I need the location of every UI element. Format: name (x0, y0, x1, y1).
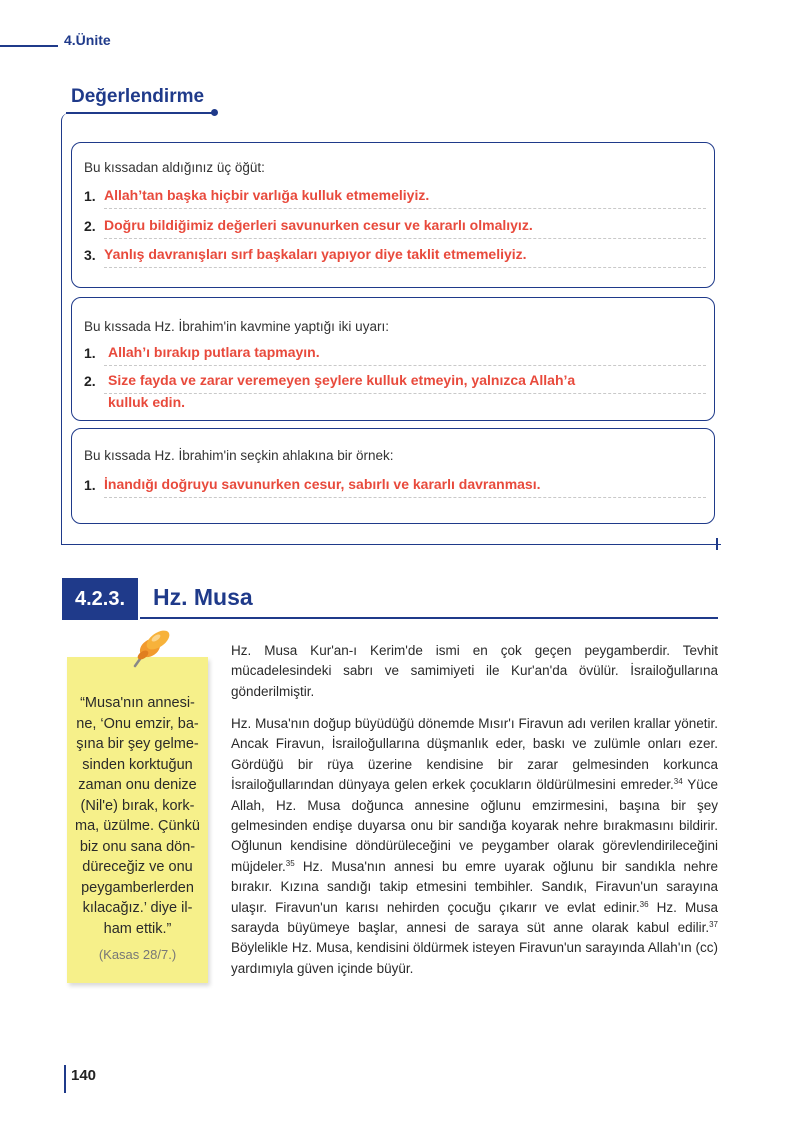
footnote-ref: 36 (639, 899, 649, 909)
evaluation-title: Değerlendirme (71, 86, 205, 107)
answer-line (104, 208, 706, 209)
story-text: Hz. Musa sarayda büyümeye başlar, annesi de saraya süt anne olarak kabul edilir. (231, 899, 719, 936)
lesson-row-3 (84, 246, 706, 268)
section-rule (140, 617, 718, 619)
note-quote: “Musa'nın annesi- ne, ‘Onu emzir, ba- şına bir şey gelme- sinden korktuğun zaman onu denize (Nil'e) bırak, kork- ma, üzülme. Çünkü biz onu sana dön- düreceğiz ve onu peygamberlerden kılacağız.’ diye il- ham ettik.” (75, 695, 200, 937)
warnings-prompt: Bu kıssada Hz. İbrahim'in kavmine yaptığı iki uyarı: (84, 319, 389, 334)
moral-answer: İnandığı doğruyu savunurken cesur, sabırlı ve kararlı davranması. (104, 476, 541, 492)
morals-box (71, 428, 715, 524)
lesson-answer: Doğru bildiğimiz değerleri savunurken cesur ve kararlı olmalıyız. (104, 217, 533, 233)
section-title: Hz. Musa (153, 584, 253, 610)
evaluation-frame-end (716, 538, 718, 550)
section-number: 4.2.3. (62, 578, 138, 620)
answer-line (104, 365, 706, 366)
paragraph-intro: Hz. Musa Kur'an-ı Kerim'de ismi en çok geçen peygamberdir. Tevhit mücadelesindeki sabrı ve samimiyeti ile Kur'an'da övülür. İsrailoğullarına gönderilmiştir. (231, 643, 718, 699)
lesson-number: 3. (84, 247, 96, 263)
warning-answer: Allah’ı bırakıp putlara tapmayın. (108, 344, 320, 360)
paragraph-story (231, 714, 718, 979)
warnings-box (71, 297, 715, 421)
quote-note (67, 657, 208, 983)
answer-line (104, 238, 706, 239)
evaluation-title-dot (211, 109, 218, 116)
lesson-answer: Yanlış davranışları sırf başkaları yapıyor diye taklit etmemeliyiz. (104, 246, 527, 262)
page-number: 140 (71, 1067, 97, 1084)
morals-prompt: Bu kıssada Hz. İbrahim'in seçkin ahlakına bir örnek: (84, 448, 394, 463)
unit-label: 4.Ünite (64, 32, 111, 48)
warning-answer-continued: kulluk edin. (108, 394, 186, 410)
footnote-ref: 34 (673, 777, 683, 787)
moral-number: 1. (84, 477, 96, 493)
warning-number: 2. (84, 373, 96, 389)
answer-line (104, 497, 706, 498)
footnote-ref: 37 (709, 920, 718, 930)
warning-answer: Size fayda ve zarar veremeyen şeylere kulluk etmeyin, yalnızca Allah’a (108, 372, 576, 388)
lesson-answer: Allah’tan başka hiçbir varlığa kulluk etmemeliyiz. (104, 187, 430, 203)
lesson-number: 1. (84, 188, 96, 204)
answer-line (104, 393, 706, 394)
story-text: Böylelikle Hz. Musa, kendisini öldürmek isteyen Firavun'un sarayında Allah'ın (cc) yardımıyla güven içinde büyür. (231, 940, 718, 976)
answer-line (104, 267, 706, 268)
footnote-ref: 35 (285, 858, 295, 868)
lesson-row-2 (84, 217, 706, 239)
evaluation-title-rule (66, 112, 214, 114)
moral-row-1 (84, 476, 706, 498)
warning-number: 1. (84, 345, 96, 361)
lesson-number: 2. (84, 218, 96, 234)
lessons-box (71, 142, 715, 288)
note-source: (Kasas 28/7.) (98, 947, 177, 962)
unit-rule (0, 45, 58, 47)
lesson-row-1 (84, 187, 706, 209)
page-number-rule (64, 1065, 66, 1093)
pushpin-icon (117, 626, 177, 674)
warning-row-1 (84, 344, 706, 366)
lessons-prompt: Bu kıssadan aldığınız üç öğüt: (84, 160, 265, 175)
story-text: Hz. Musa'nın doğup büyüdüğü dönemde Mısır'ı Firavun adı verilen krallar yönetir. Ancak Firavun, İsrailoğullarına düşmanlık eder, baskı ve zulümle onları ezer. Gördüğü bir rüya üzerine kendisine bir zarar gelmesinden korkunca İsrailoğullarından dünyaya gelen erkek çocukların öldürülmesini emreder. (231, 716, 718, 793)
warning-row-2 (84, 372, 706, 394)
story-text: Hz. Musa'nın annesi bu emre uyarak oğlunu bir sandıkla nehre bırakır. Kızına sandığı takip etmesini tembihler. Sandık, Firavun'un sarayına ulaşır. Firavun'un karısı nehirden çocuğu çıkarır ve evlat edinir. (231, 858, 718, 915)
story-text: Yüce Allah, Hz. Musa doğunca annesine oğlunu emzirmesini, başına bir şey gelmesinden endişe duyarsa onu bir sandığa koyarak nehre bırakmasını bildirir. Oğlunun kendisine döndürüleceğini ve peygamber olarak görevlendirileceğini müjdeler. (231, 777, 718, 874)
